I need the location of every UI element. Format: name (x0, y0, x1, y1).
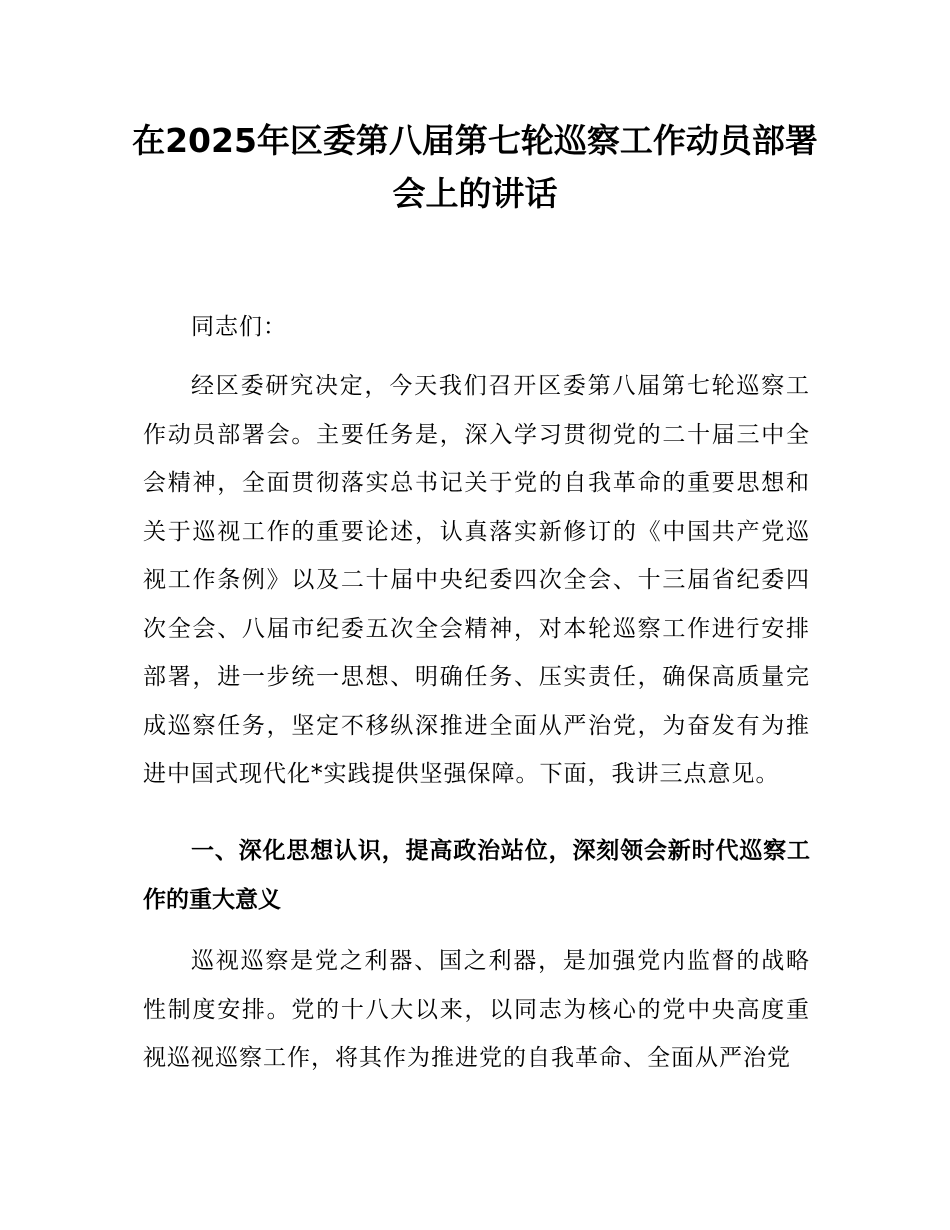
paragraph-intro: 经区委研究决定，今天我们召开区委第八届第七轮巡察工作动员部署会。主要任务是，深入学习贯彻党的二十届三中全会精神，全面贯彻落实总书记关于党的自我革命的重要思想和关于巡视工作的重要论述，认真落实新修订的《中国共产党巡视工作条例》以及二十届中央纪委四次全会、十三届省纪委四次全会、八届市纪委五次全会精神，对本轮巡察工作进行安排部署，进一步统一思想、明确任务、压实责任，确保高质量完成巡察任务，坚定不移纵深推进全面从严治党，为奋发有为推进中国式现代化*实践提供坚强保障。下面，我讲三点意见。 (143, 373, 810, 787)
section-heading-1: 一、深化思想认识，提高政治站位，深刻领会新时代巡察工作的重大意义 (143, 838, 810, 913)
paragraph-section-1: 巡视巡察是党之利器、国之利器，是加强党内监督的战略性制度安排。党的十八大以来，以同志为核心的党中央高度重视巡视巡察工作，将其作为推进党的自我革命、全面从严治党 (143, 948, 810, 1071)
greeting: 同志们： (191, 314, 287, 340)
document-title: 在2025年区委第八届第七轮巡察工作动员部署会上的讲话 (132, 121, 818, 213)
